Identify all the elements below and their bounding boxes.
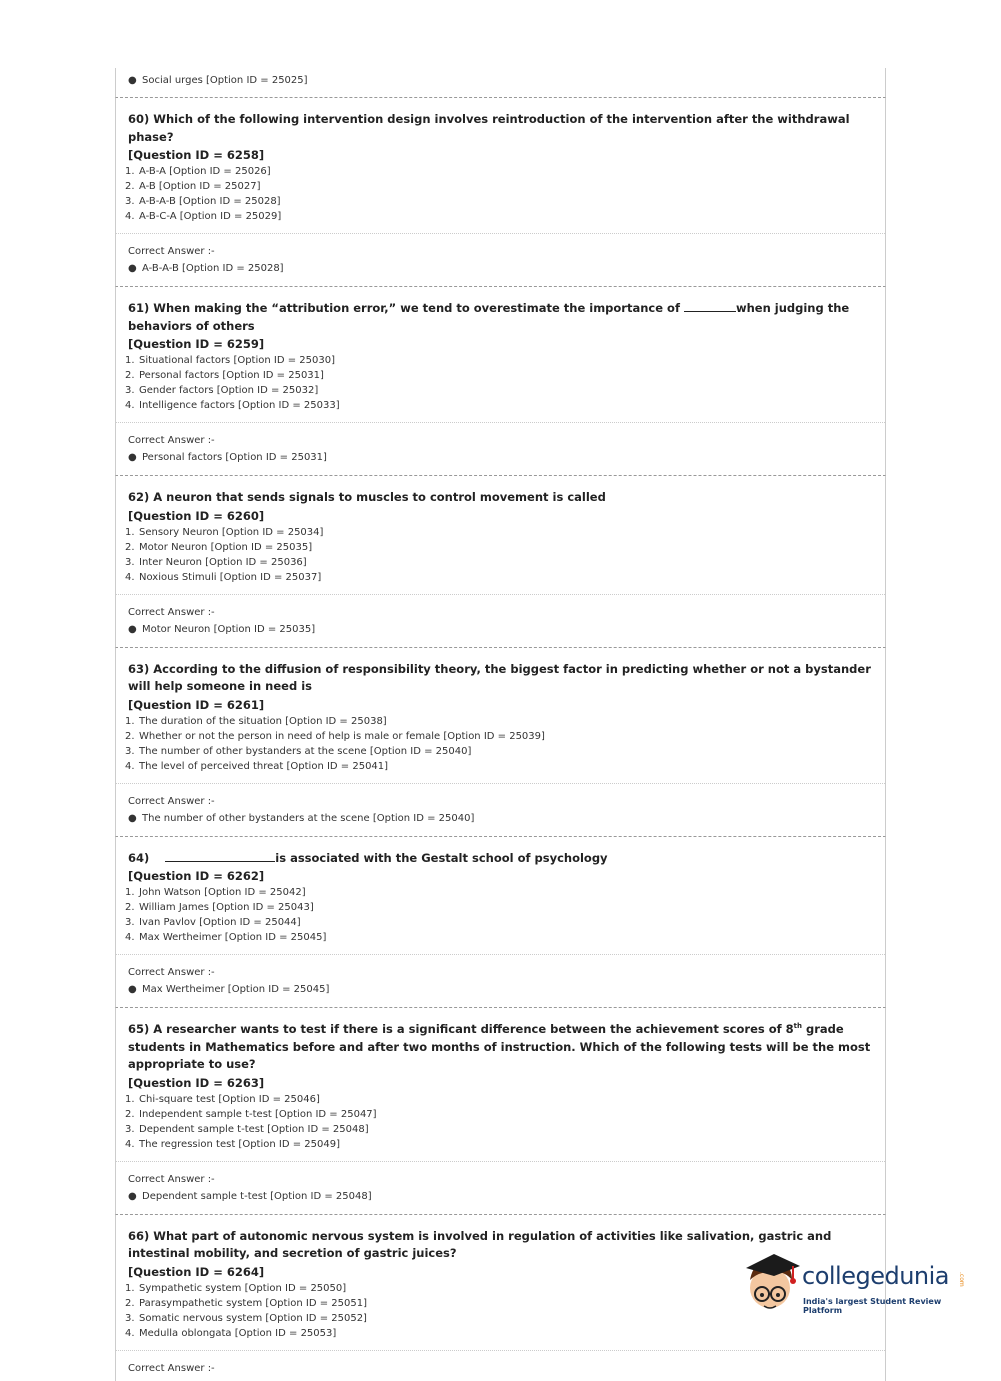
question-id: [Question ID = 6264] bbox=[128, 1264, 265, 1279]
correct-answer-label: Correct Answer :- bbox=[128, 795, 215, 807]
question-text: 60) Which of the following intervention design involves reintroduction of the intervention after the withdrawal phase? bbox=[128, 112, 850, 144]
option-item: 3. Gender factors [Option ID = 25032] bbox=[125, 385, 319, 396]
option-item: 2. Parasympathetic system [Option ID = 25051] bbox=[125, 1297, 367, 1309]
bullet-icon: ● bbox=[128, 812, 137, 824]
question-text: 65) A researcher wants to test if there is a significant difference between the achievement scores of 8th grade students in Mathematics before and after two months of instruction. Which of the following tests will be the most appropriate to use? bbox=[128, 1022, 871, 1071]
correct-answer: ● Dependent sample t-test [Option ID = 25048] bbox=[128, 1188, 871, 1205]
options-list bbox=[125, 1092, 871, 1152]
previous-answer bbox=[115, 68, 886, 98]
option-item: 2. William James [Option ID = 25043] bbox=[125, 902, 314, 913]
question-65 bbox=[115, 1008, 886, 1215]
option-item: 2. Independent sample t-test [Option ID = 25047] bbox=[125, 1108, 377, 1120]
blank-line bbox=[165, 850, 275, 862]
correct-answer-label: Correct Answer :- bbox=[128, 967, 215, 978]
question-61 bbox=[115, 287, 886, 476]
correct-answer: ● The number of other bystanders at the scene [Option ID = 25040] bbox=[128, 810, 871, 827]
question-id: [Question ID = 6260] bbox=[128, 508, 265, 523]
question-63 bbox=[115, 648, 886, 837]
option-item: 3. A-B-A-B [Option ID = 25028] bbox=[125, 196, 281, 207]
mascot-icon bbox=[740, 1250, 802, 1320]
option-item: 4. Medulla oblongata [Option ID = 25053] bbox=[125, 1327, 337, 1339]
option-item: 3. Somatic nervous system [Option ID = 25052] bbox=[125, 1312, 367, 1324]
option-item: 4. The level of perceived threat [Option ID = 25041] bbox=[125, 760, 389, 772]
collegedunia-logo[interactable] bbox=[740, 1250, 970, 1320]
options-list bbox=[125, 164, 871, 224]
correct-answer: ● Personal factors [Option ID = 25031] bbox=[128, 449, 871, 466]
blank-line bbox=[684, 300, 736, 312]
question-64 bbox=[115, 837, 886, 1009]
option-item: 2. Personal factors [Option ID = 25031] bbox=[125, 370, 324, 381]
correct-answer-label: Correct Answer :- bbox=[128, 435, 215, 446]
option-item: 1. Sensory Neuron [Option ID = 25034] bbox=[125, 526, 324, 538]
correct-answer: ● Motor Neuron [Option ID = 25035] bbox=[128, 621, 871, 638]
question-paper bbox=[115, 68, 886, 1381]
question-text: 64) is associated with the Gestalt school of psychology bbox=[128, 850, 608, 865]
options-list bbox=[125, 353, 871, 413]
logo-brand: collegedunia bbox=[802, 1262, 950, 1290]
options-list bbox=[125, 885, 871, 945]
question-id: [Question ID = 6259] bbox=[128, 337, 265, 351]
question-id: [Question ID = 6262] bbox=[128, 869, 265, 883]
bullet-icon: ● bbox=[128, 75, 137, 86]
question-60 bbox=[115, 98, 886, 287]
option-item: 2. Whether or not the person in need of help is male or female [Option ID = 25039] bbox=[125, 730, 545, 742]
bullet-icon: ● bbox=[128, 263, 137, 274]
question-text: 66) What part of autonomic nervous system is involved in regulation of activities like salivation, gastric and intestinal mobility, and secretion of gastric juices? bbox=[128, 1228, 832, 1260]
option-item: 1. Sympathetic system [Option ID = 25050] bbox=[125, 1282, 347, 1294]
correct-answer-label: Correct Answer :- bbox=[128, 606, 215, 618]
option-item: 4. Intelligence factors [Option ID = 25033] bbox=[125, 400, 340, 411]
option-item: 1. John Watson [Option ID = 25042] bbox=[125, 887, 306, 898]
option-item: 1. Situational factors [Option ID = 25030] bbox=[125, 355, 335, 366]
bullet-icon: ● bbox=[128, 452, 137, 463]
question-id: [Question ID = 6263] bbox=[128, 1075, 265, 1090]
option-item: 3. Dependent sample t-test [Option ID = 25048] bbox=[125, 1123, 369, 1135]
option-item: 4. Max Wertheimer [Option ID = 25045] bbox=[125, 932, 327, 943]
answer-text: Social urges [Option ID = 25025] bbox=[142, 75, 308, 86]
option-item: 3. Inter Neuron [Option ID = 25036] bbox=[125, 556, 307, 568]
option-item: 4. Noxious Stimuli [Option ID = 25037] bbox=[125, 571, 322, 583]
correct-answer-label: Correct Answer :- bbox=[128, 246, 215, 257]
correct-answer-label: Correct Answer :- bbox=[128, 1362, 215, 1374]
options-list bbox=[125, 714, 871, 774]
option-item: 3. The number of other bystanders at the scene [Option ID = 25040] bbox=[125, 745, 472, 757]
question-text: 62) A neuron that sends signals to muscles to control movement is called bbox=[128, 490, 606, 504]
options-list bbox=[125, 525, 871, 585]
correct-answer: ● Max Wertheimer [Option ID = 25045] bbox=[128, 981, 871, 998]
option-item: 2. Motor Neuron [Option ID = 25035] bbox=[125, 541, 313, 553]
question-62 bbox=[115, 476, 886, 648]
option-item: 4. The regression test [Option ID = 25049] bbox=[125, 1138, 340, 1150]
option-item: 1. A-B-A [Option ID = 25026] bbox=[125, 166, 271, 177]
bullet-icon: ● bbox=[128, 623, 137, 635]
option-item: 1. Chi-square test [Option ID = 25046] bbox=[125, 1093, 320, 1105]
bullet-icon: ● bbox=[128, 1190, 137, 1202]
option-item: 1. The duration of the situation [Option ID = 25038] bbox=[125, 715, 387, 727]
logo-tagline: India's largest Student Review Platform bbox=[803, 1297, 942, 1315]
bullet-icon: ● bbox=[128, 984, 137, 995]
correct-answer-label: Correct Answer :- bbox=[128, 1173, 215, 1185]
logo-suffix: .com bbox=[958, 1272, 965, 1287]
option-item: 4. A-B-C-A [Option ID = 25029] bbox=[125, 211, 282, 222]
question-text: 61) When making the “attribution error,” we tend to overestimate the importance of when judging the behaviors of others bbox=[128, 301, 850, 333]
option-item: 3. Ivan Pavlov [Option ID = 25044] bbox=[125, 917, 301, 928]
question-text: 63) According to the diffusion of responsibility theory, the biggest factor in predicting whether or not a bystander will help someone in need is bbox=[128, 661, 871, 693]
question-id: [Question ID = 6261] bbox=[128, 697, 265, 712]
correct-answer: ● A-B-A-B [Option ID = 25028] bbox=[128, 260, 871, 277]
question-id: [Question ID = 6258] bbox=[128, 148, 265, 162]
option-item: 2. A-B [Option ID = 25027] bbox=[125, 181, 261, 192]
